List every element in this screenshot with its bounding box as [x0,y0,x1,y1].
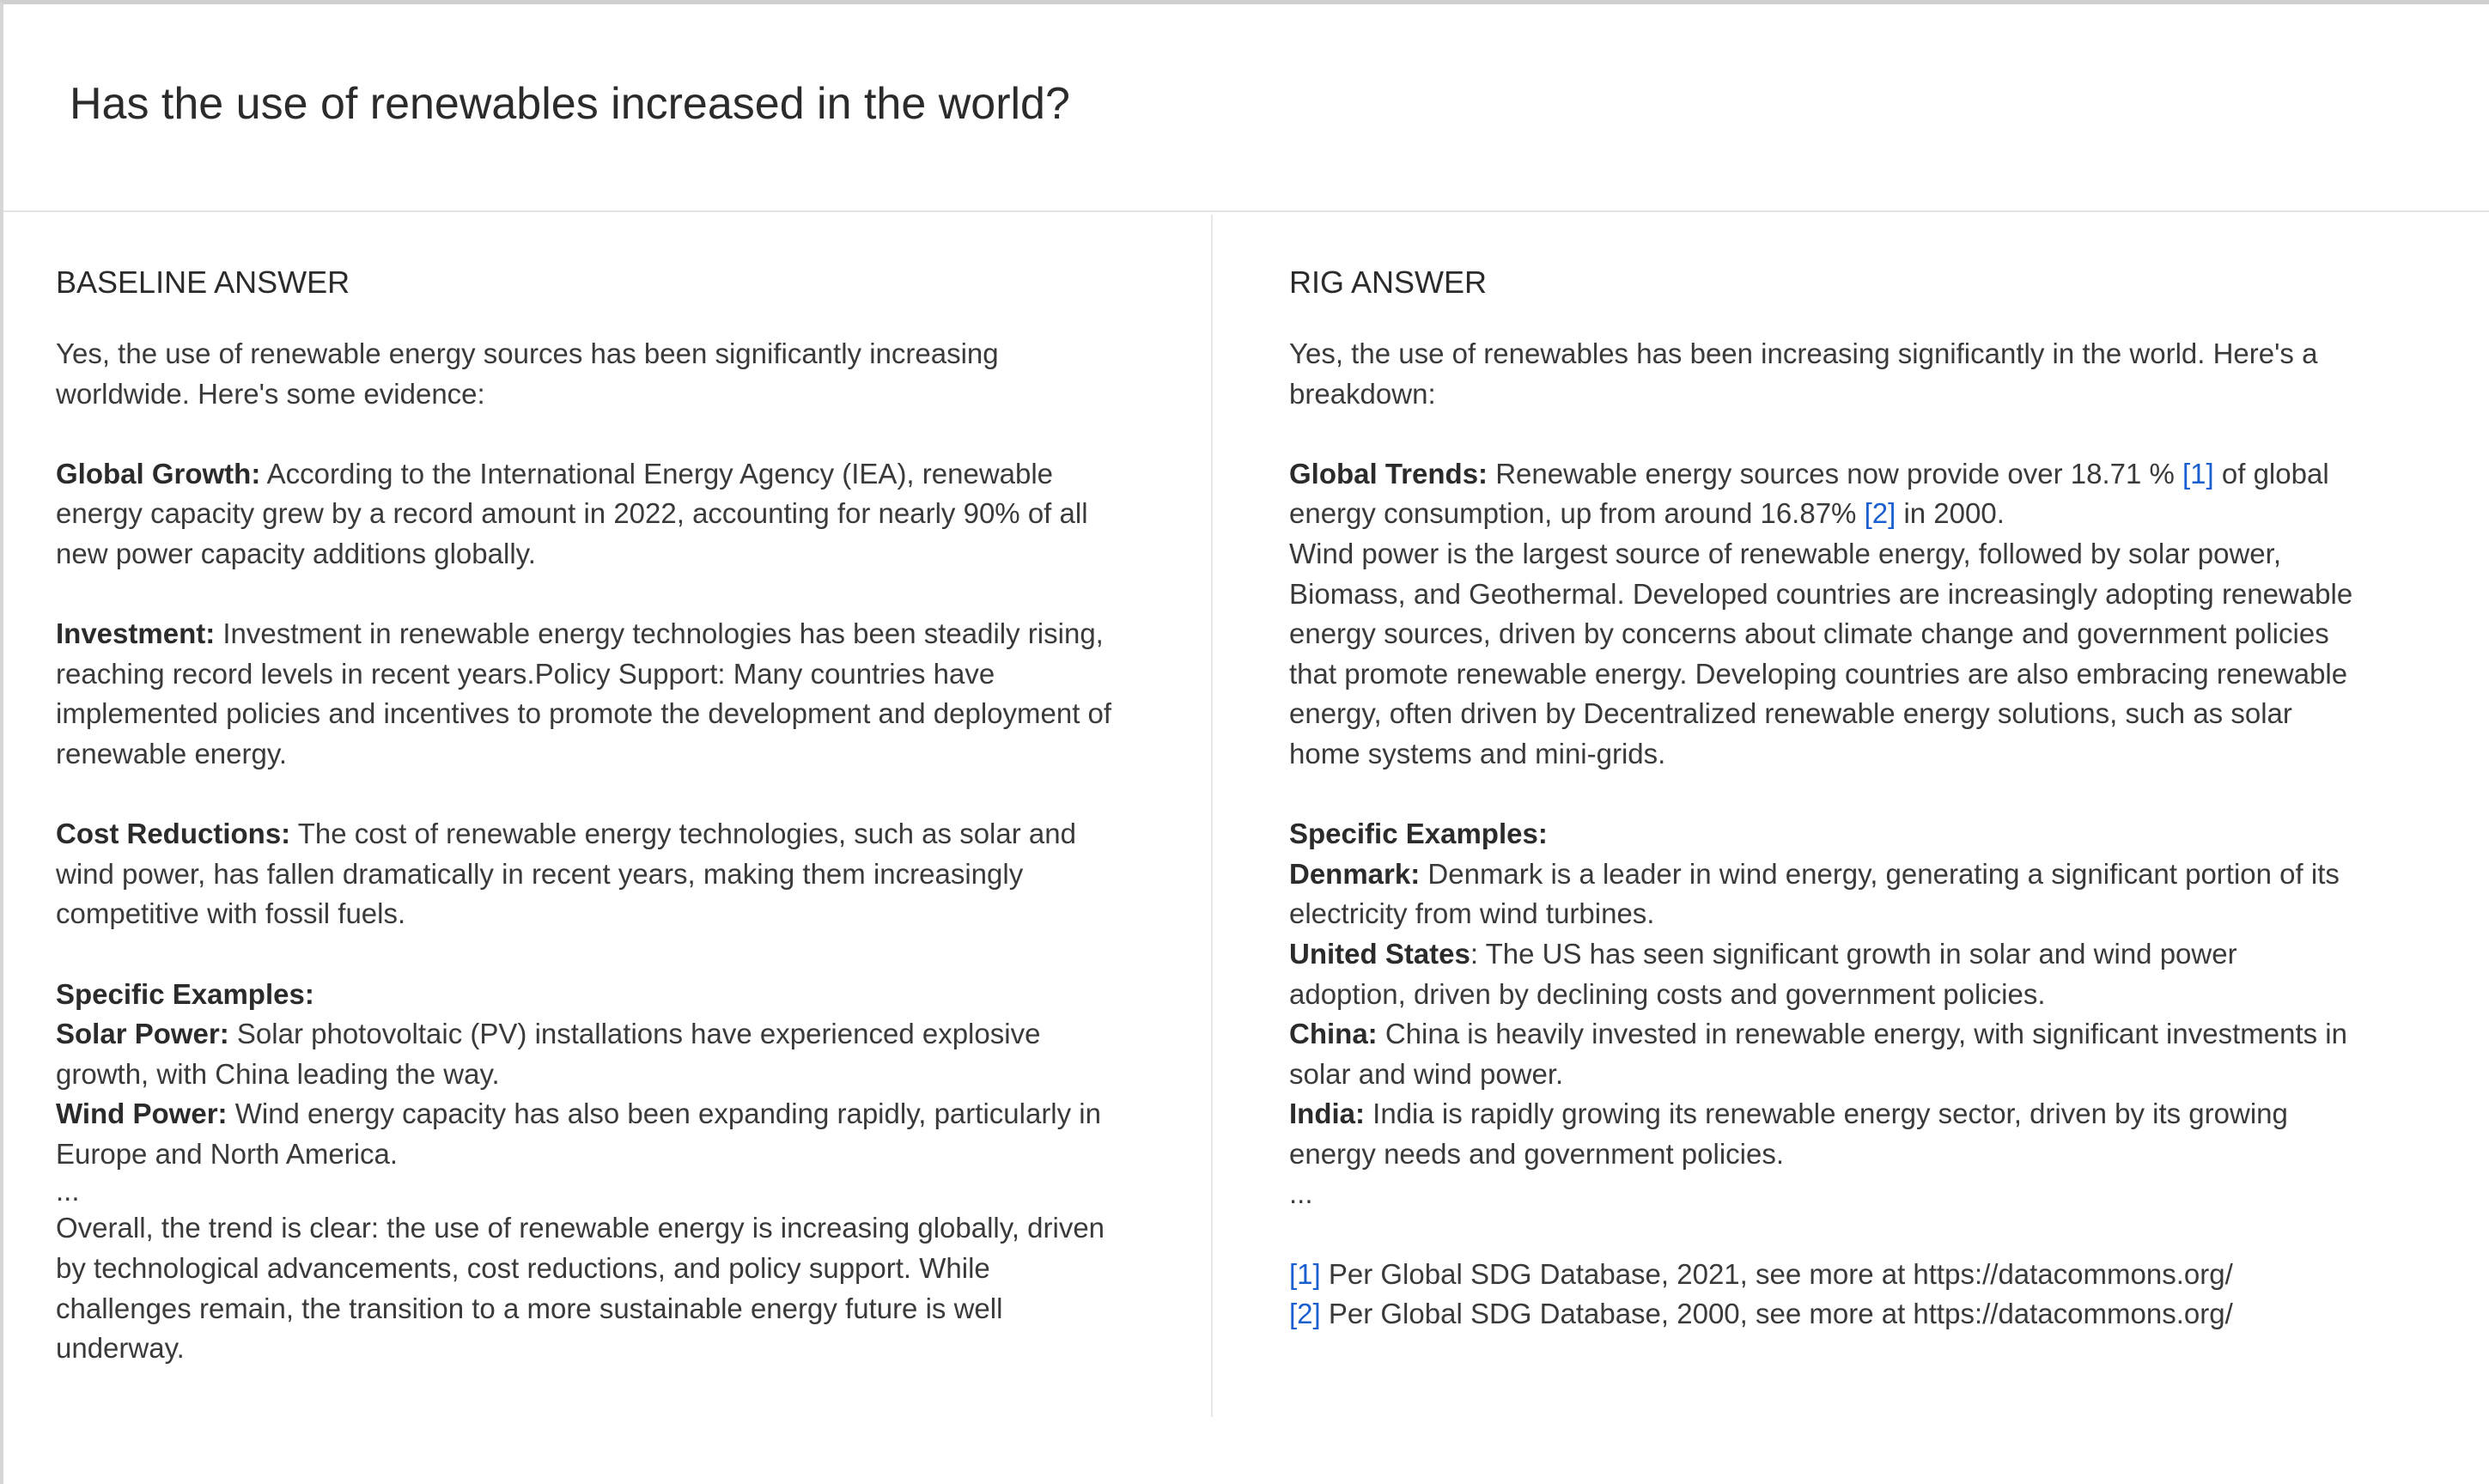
baseline-global-growth: Global Growth: According to the International Energy Agency (IEA), renewable energy capacity grew by a record amount in 2022, accounting for nearly 90% of all new power capacity additions globally. [56,457,1088,569]
column-divider [1211,215,1213,1417]
rig-heading: RIG ANSWER [1289,265,1488,300]
rig-united-states: United States: The US has seen significant growth in solar and wind power adoption, driven by declining costs and government policies. [1289,937,2237,1010]
rig-china: China: China is heavily invested in renewable energy, with significant investments in solar and wind power. [1289,1018,2347,1090]
rig-answer-panel [1289,262,2354,1335]
baseline-cost-reductions: Cost Reductions: The cost of renewable energy technologies, such as solar and wind power, has fallen dramatically in recent years, making them increasingly competitive with fossil fuels. [56,818,1076,930]
question-title: Has the use of renewables increased in the world? [70,79,1070,129]
footnote-1: [1] Per Global SDG Database, 2021, see more at https://datacommons.org/ [1289,1257,2233,1290]
question-header [3,4,2489,212]
citation-link-1[interactable]: [1] [2182,457,2214,490]
rig-global-trends: Global Trends: Renewable energy sources now provide over 18.71 % [1] of global energy consumption, up from around 16.87% [2] in 2000. [1289,457,2329,530]
baseline-solar: Solar Power: Solar photovoltaic (PV) installations have experienced explosive growth, with China leading the way. [56,1018,1041,1090]
rig-wind-paragraph: Wind power is the largest source of renewable energy, followed by solar power, Biomass, and Geothermal. Developed countries are increasingly adopting renewable energy sources, driven by concerns about climate change and government policies that promote renewable energy. Developing countries are also embracing renewable energy, often driven by Decentralized renewable energy solutions, such as solar home systems and mini-grids. [1289,537,2353,769]
baseline-intro: Yes, the use of renewable energy sources has been significantly increasing worldwide. Here's some evidence: [56,338,999,410]
baseline-answer-panel [56,262,1112,1369]
baseline-heading: BASELINE ANSWER [56,265,350,300]
baseline-overall: Overall, the trend is clear: the use of renewable energy is increasing globally, driven by technological advancements, cost reductions, and policy support. While challenges remain, the transition to a more sustainable energy future is well underway. [56,1212,1105,1365]
rig-denmark: Denmark: Denmark is a leader in wind energy, generating a significant portion of its electricity from wind turbines. [1289,857,2340,930]
rig-intro: Yes, the use of renewables has been increasing significantly in the world. Here's a breakdown: [1289,338,2318,410]
baseline-investment: Investment: Investment in renewable energy technologies has been steadily rising, reaching record levels in recent years.Policy Support: Many countries have implemented policies and incentives to promote the development and deployment of renewable energy. [56,617,1112,769]
footnote-marker-2[interactable]: [2] [1289,1298,1321,1330]
rig-ellipsis: ... [1289,1177,1313,1210]
rig-india: India: India is rapidly growing its renewable energy sector, driven by its growing energy needs and government policies. [1289,1098,2288,1170]
rig-examples-label: Specific Examples: [1289,818,1548,850]
citation-link-2[interactable]: [2] [1864,497,1896,530]
baseline-examples-label: Specific Examples: [56,977,314,1010]
footnote-marker-1[interactable]: [1] [1289,1257,1321,1290]
baseline-wind: Wind Power: Wind energy capacity has also been expanding rapidly, particularly in Europe and North America. [56,1098,1101,1170]
footnote-2: [2] Per Global SDG Database, 2000, see more at https://datacommons.org/ [1289,1298,2233,1330]
baseline-ellipsis: ... [56,1175,80,1207]
